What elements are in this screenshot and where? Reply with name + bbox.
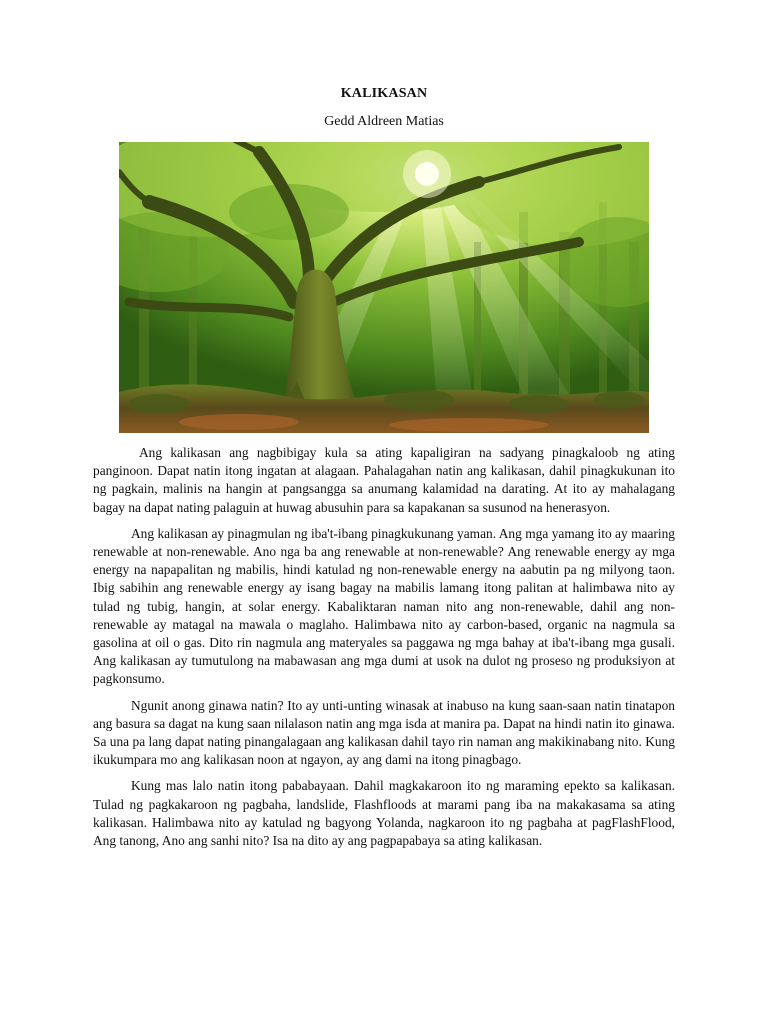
document-title: KALIKASAN [340, 86, 428, 101]
paragraph-3: Ngunit anong ginawa natin? Ito ay unti-unting winasak at inabuso na kung saan-saan natin tinatapon ang basura sa dagat na kung saan nilalason natin ang mga isda at manira pa. Dapat na hindi natin ito ginawa. Sa una pa lang dapat nating pinangalagaan ang kalikasan dahil tayo rin naman ang makikinabang nito. Kung ikukumpara mo ang kalikasan noon at ngayon, ay ang dami na itong pinagbago. [93, 697, 675, 768]
paragraph-4: Kung mas lalo natin itong pababayaan. Dahil magkakaroon ito ng maraming epekto sa kalikasan. Tulad ng pagkakaroon ng pagbaha, landslide, Flashfloods at marami pang iba na makakasama sa ating kalikasan. Halimbawa nito ay katulad ng bagyong Yolanda, nagkaroon ito ng pagbaha at pagFlashFlood, Ang tanong, Ano ang sanhi nito? Isa na dito ay ang pagpapabaya sa ating kalikasan. [93, 778, 675, 849]
forest-tree-image [119, 142, 649, 433]
document-body [93, 444, 675, 858]
document-author: Gedd Aldreen Matias [324, 114, 444, 129]
forest-tree-photo-icon [119, 142, 649, 433]
paragraph-1: Ang kalikasan ang nagbibigay kula sa ating kapaligiran na sadyang pinagkaloob ng ating panginoon. Dapat natin itong ingatan at alagaan. Pahalagahan natin ang kalikasan, dahil pinagkukunan ito ng pagkain, malinis na hangin at pangsangga sa anumang kalamidad na darating. At ito ay mahalagang bagay na dapat nating palaguin at huwag abusuhin para sa kapakanan sa susunod na henerasyon. [93, 445, 675, 515]
paragraph-2: Ang kalikasan ay pinagmulan ng iba't-ibang pinagkukunang yaman. Ang mga yamang ito ay maaring renewable at non-renewable. Ano nga ba ang renewable at non-renewable? Ang renewable energy ay mga energy na napapalitan ng mabilis, hindi katulad ng non-renewable energy na aabutin pa ng milyong taon. Ibig sabihin ang renewable energy ay isang bagay na mabilis lamang itong palitan at halimbawa nito ay tulad ng tubig, hangin, at solar energy. Kabaliktaran naman nito ang non-renewable, dahil ang non-renewable ay matagal na mawala o maglaho. Halimbawa nito ay carbon-based, organic na nagmula sa gasolina at oil o gas. Dito rin nagmula ang materyales sa paggawa ng mga bahay at iba't-ibang mga gusali. Ang kalikasan ay tumutulong na mabawasan ang mga dumi at usok na dulot ng proseso ng produksiyon at pagkonsumo. [93, 525, 675, 687]
